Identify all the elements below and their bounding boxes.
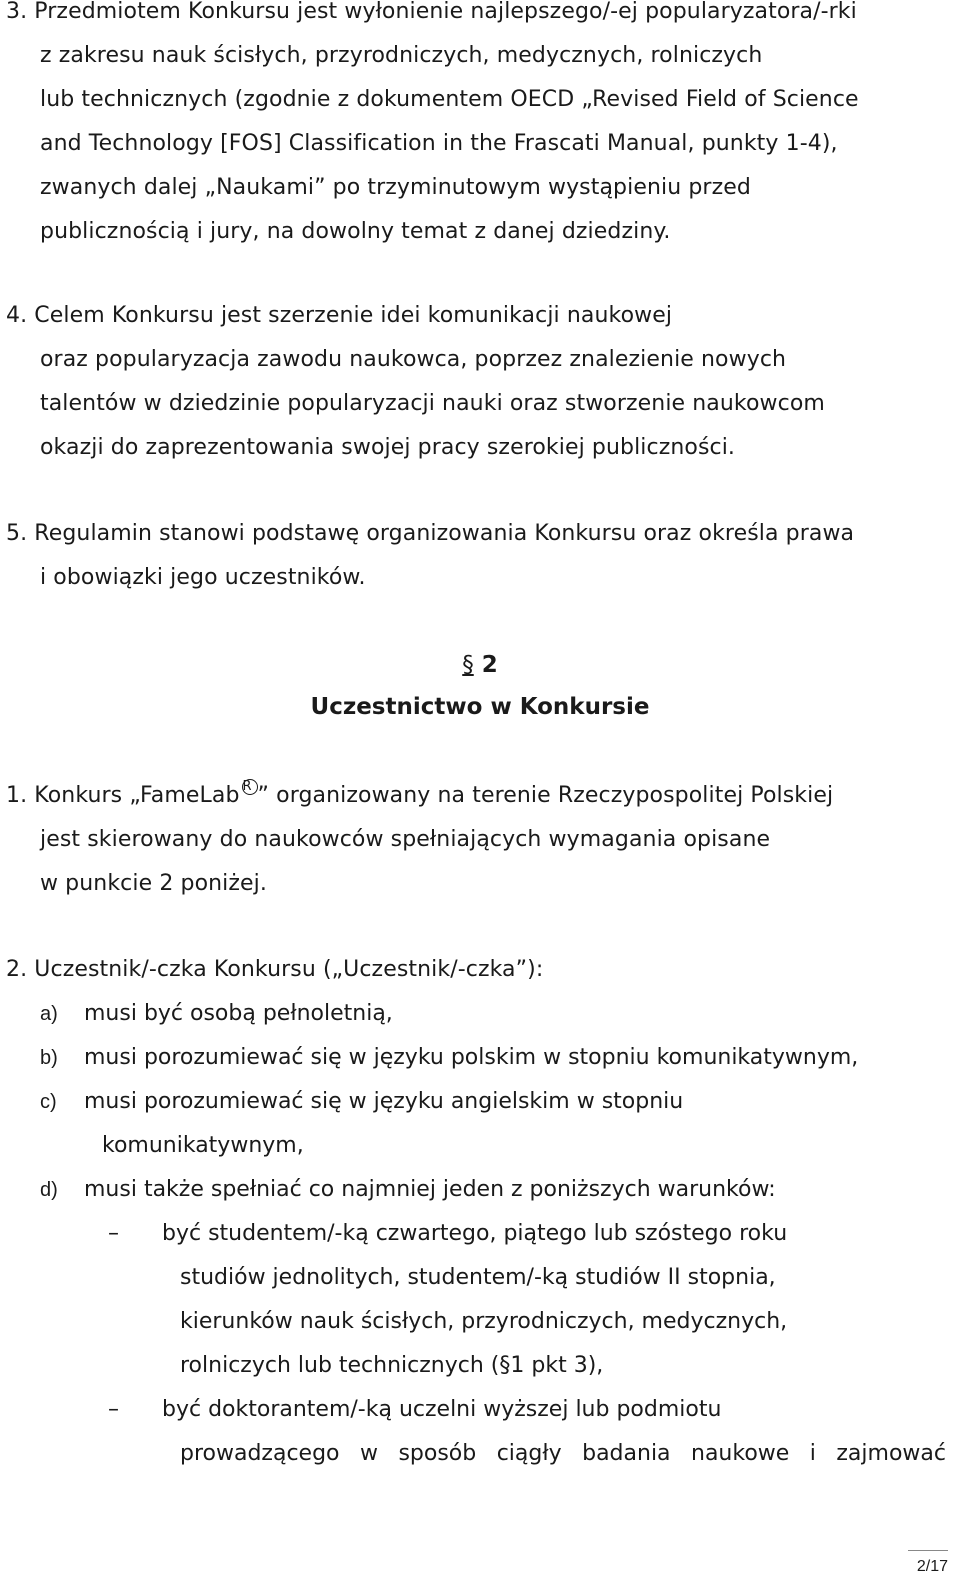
dash-1-line-2: studiów jednolitych, studentem/-ką studiów II stopnia, (180, 1265, 776, 1290)
registered-mark: R (242, 779, 258, 795)
paragraph-4-line-3: talentów w dziedzinie popularyzacji nauki oraz stworzenie naukowcom (40, 391, 825, 416)
paragraph-number: 5. (6, 521, 28, 546)
point-1-line-3: w punkcie 2 poniżej. (40, 871, 267, 896)
paragraph-3-line-3: lub technicznych (zgodnie z dokumentem OECD „Revised Field of Science (40, 87, 859, 112)
paragraph-text: Regulamin stanowi podstawę organizowania Konkursu oraz określa prawa (34, 521, 855, 546)
dash-2-line-1: być doktorantem/-ką uczelni wyższej lub podmiotu (162, 1397, 722, 1422)
dash-2-line-2: prowadzącego w sposób ciągły badania naukowe i zajmować (180, 1441, 946, 1466)
dash-1-line-4: rolniczych lub technicznych (§1 pkt 3), (180, 1353, 604, 1378)
paragraph-4-line-1 (6, 294, 946, 338)
paragraph-text: Celem Konkursu jest szerzenie idei komunikacji naukowej (34, 303, 673, 328)
item-c-letter: c) (40, 1091, 57, 1113)
point-text-b: ” organizowany na terenie Rzeczypospolitej Polskiej (257, 783, 834, 808)
paragraph-3-line-1 (6, 0, 946, 34)
dash-1-line-3: kierunków nauk ścisłych, przyrodniczych, medycznych, (180, 1309, 788, 1334)
section-sign: § (462, 652, 474, 678)
dash-2-mark: – (108, 1397, 119, 1422)
point-1-line-1 (6, 774, 946, 818)
item-b-text: musi porozumiewać się w języku polskim w stopniu komunikatywnym, (84, 1045, 859, 1070)
paragraph-3-line-5: zwanych dalej „Naukami” po trzyminutowym wystąpieniu przed (40, 175, 751, 200)
point-2-intro (6, 948, 946, 992)
point-text: Uczestnik/-czka Konkursu („Uczestnik/-czka”): (34, 957, 544, 982)
item-b-letter: b) (40, 1047, 58, 1069)
point-1-line-2: jest skierowany do naukowców spełniających wymagania opisane (40, 827, 771, 852)
item-d-letter: d) (40, 1179, 58, 1201)
section-number (0, 650, 960, 680)
paragraph-3-line-6: publicznością i jury, na dowolny temat z danej dziedziny. (40, 219, 671, 244)
paragraph-text: Przedmiotem Konkursu jest wyłonienie najlepszego/-ej popularyzatora/-rki (34, 0, 857, 24)
item-d-text: musi także spełniać co najmniej jeden z poniższych warunków: (84, 1177, 776, 1202)
point-text-a: Konkurs „FameLab (34, 783, 240, 808)
item-a-text: musi być osobą pełnoletnią, (84, 1001, 393, 1026)
section-number-value: 2 (481, 652, 498, 678)
paragraph-5-line-2: i obowiązki jego uczestników. (40, 565, 366, 590)
page-number: 2/17 (916, 1558, 948, 1575)
paragraph-number: 4. (6, 303, 28, 328)
point-number: 1. (6, 783, 28, 808)
page-number-rule (908, 1550, 948, 1551)
paragraph-3-line-4: and Technology [FOS] Classification in the Frascati Manual, punkty 1-4), (40, 131, 838, 156)
paragraph-number: 3. (6, 0, 28, 24)
paragraph-4-line-4: okazji do zaprezentowania swojej pracy szerokiej publiczności. (40, 435, 736, 460)
item-c-text: musi porozumiewać się w języku angielskim w stopniu (84, 1089, 684, 1114)
dash-1-line-1: być studentem/-ką czwartego, piątego lub szóstego roku (162, 1221, 788, 1246)
item-c-continuation: komunikatywnym, (102, 1133, 304, 1158)
paragraph-5-line-1 (6, 512, 946, 556)
paragraph-3-line-2: z zakresu nauk ścisłych, przyrodniczych, medycznych, rolniczych (40, 43, 763, 68)
paragraph-4-line-2: oraz popularyzacja zawodu naukowca, poprzez znalezienie nowych (40, 347, 787, 372)
section-title: Uczestnictwo w Konkursie (310, 694, 650, 720)
dash-1-mark: – (108, 1221, 119, 1246)
point-number: 2. (6, 957, 28, 982)
item-a-letter: a) (40, 1003, 58, 1025)
